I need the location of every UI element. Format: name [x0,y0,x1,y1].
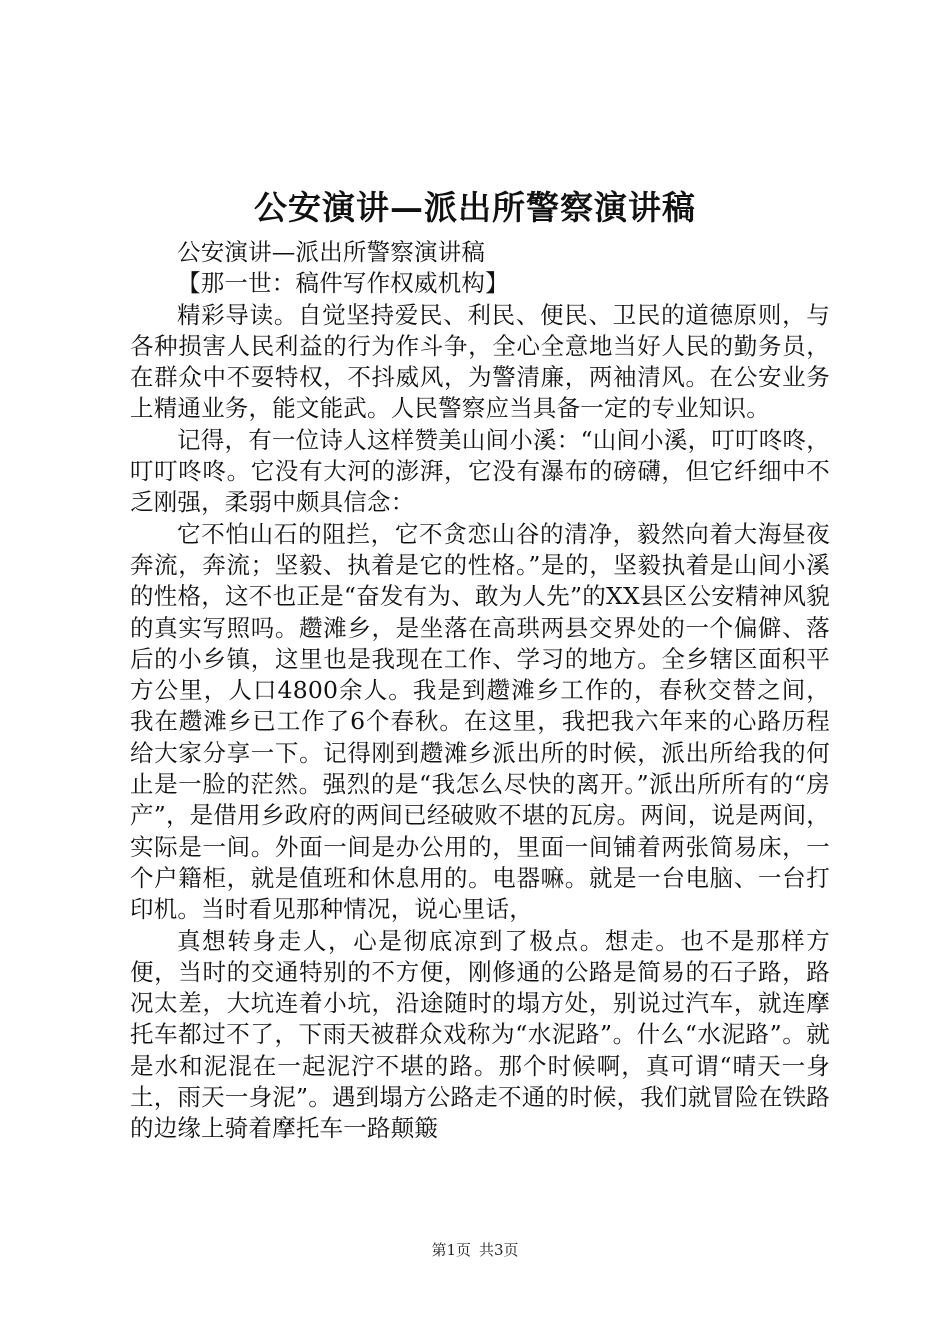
page-footer [0,1240,950,1260]
paragraph: 它不怕山石的阻拦，它不贪恋山谷的清净，毅然向着大海昼夜奔流，奔流；坚毅、执着是它的性格。”是的，坚毅执着是山间小溪的性格，这不也正是“奋发有为、敢为人先”的XX县区公安精神风貌的真实写照吗。趱滩乡，是坐落在高珙两县交界处的一个偏僻、落后的小乡镇，这里也是我现在工作、学习的地方。全乡辖区面积平方公里，人口4800余人。我是到趱滩乡工作的，春秋交替之间，我在趱滩乡已工作了6个春秋。在这里，我把我六年来的心路历程给大家分享一下。记得刚到趱滩乡派出所的时候，派出所给我的何止是一脸的茫然。强烈的是“我怎么尽快的离开。”派出所所有的“房产”，是借用乡政府的两间已经破败不堪的瓦房。两间，说是两间，实际是一间。外面一间是办公用的，里面一间铺着两张简易床，一个户籍柜，就是值班和休息用的。电器嘛。就是一台电脑、一台打印机。当时看见那种情况，说心里话， [130,519,830,924]
paragraph: 真想转身走人，心是彻底凉到了极点。想走。也不是那样方便，当时的交通特别的不方便，刚修通的公路是简易的石子路，路况太差，大坑连着小坑，沿途随时的塌方处，别说过汽车，就连摩托车都过不了，下雨天被群众戏称为“水泥路”。什么“水泥路”。就是水和泥混在一起泥泞不堪的路。那个时候啊，真可谓“晴天一身土，雨天一身泥”。遇到塌方公路走不通的时候，我们就冒险在铁路的边缘上骑着摩托车一路颠簸 [130,926,830,1143]
paragraph: 记得，有一位诗人这样赞美山间小溪：“山间小溪，叮叮咚咚，叮叮咚咚。它没有大河的澎湃，它没有瀑布的磅礴，但它纤细中不乏刚强，柔弱中颇具信念： [130,425,830,517]
paragraph: 精彩导读。自觉坚持爱民、利民、便民、卫民的道德原则，与各种损害人民利益的行为作斗争，全心全意地当好人民的勤务员，在群众中不耍特权，不抖威风，为警清廉，两袖清风。在公安业务上精通业务，能文能武。人民警察应当具备一定的专业知识。 [130,300,830,423]
page-number: 第1页 [431,1241,471,1259]
document-body [130,237,830,1145]
paragraph: 【那一世：稿件写作权威机构】 [177,269,509,298]
page-total: 共3页 [479,1241,519,1259]
document-title: 公安演讲—派出所警察演讲稿 [254,188,696,227]
paragraph: 公安演讲—派出所警察演讲稿 [177,238,486,266]
